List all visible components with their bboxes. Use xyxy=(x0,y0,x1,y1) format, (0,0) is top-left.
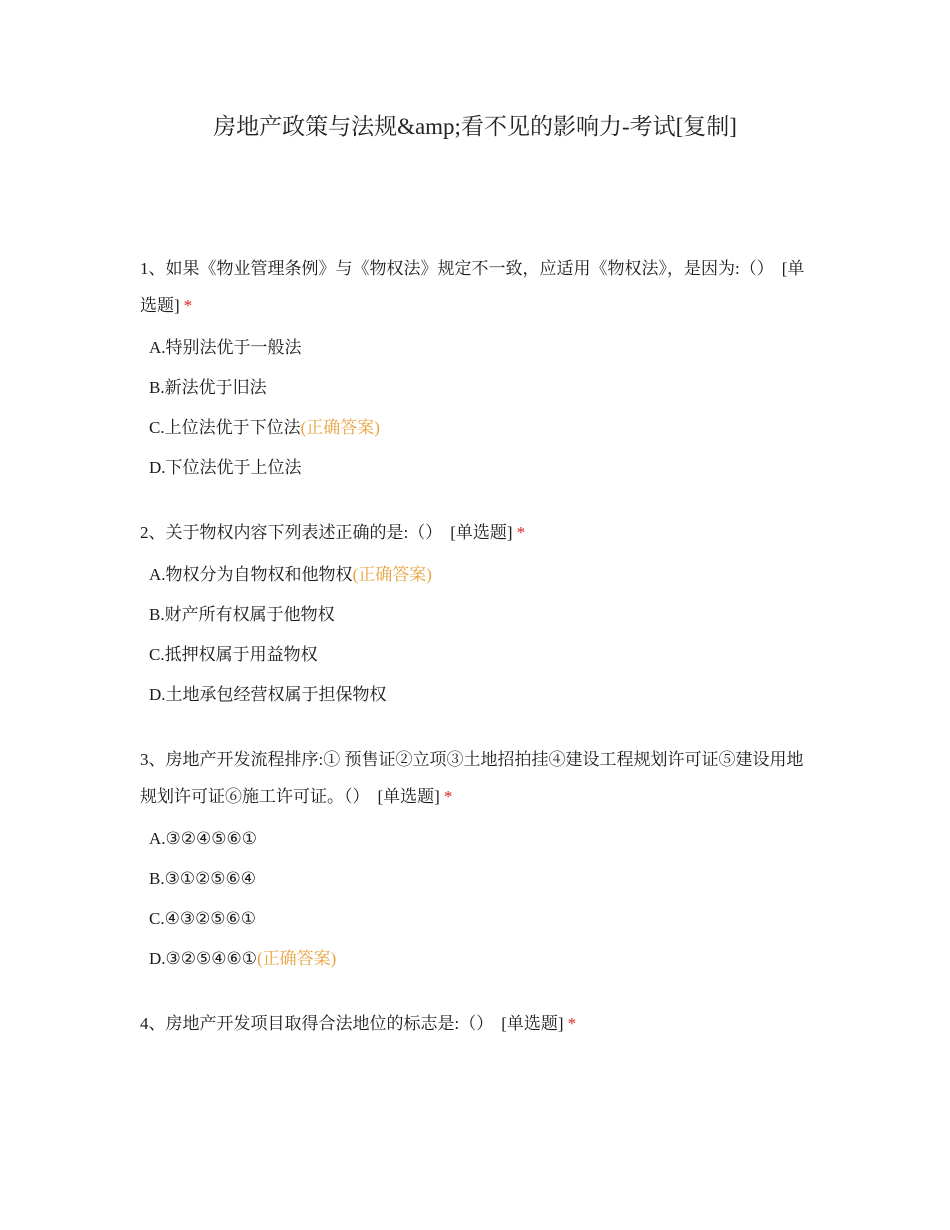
required-marker: * xyxy=(567,1014,577,1033)
option-b[interactable] xyxy=(140,595,820,635)
question-text xyxy=(140,250,820,324)
question-text xyxy=(140,1005,820,1042)
option-label: B.新法优于旧法 xyxy=(149,378,267,397)
question-text xyxy=(140,514,820,551)
option-label: A.物权分为自物权和他物权 xyxy=(149,565,353,584)
correct-answer-tag: (正确答案) xyxy=(352,565,432,584)
question-type-label: [单选题] xyxy=(501,1014,564,1033)
option-label: C.抵押权属于用益物权 xyxy=(149,645,318,664)
question-list xyxy=(140,250,820,1068)
question-1 xyxy=(140,250,820,488)
option-label: D.③②⑤④⑥① xyxy=(149,949,257,968)
question-prompt: 1、如果《物业管理条例》与《物权法》规定不一致，应适用《物权法》，是因为:（） xyxy=(140,259,774,278)
option-d[interactable] xyxy=(140,675,820,715)
question-type-label: [单选题] xyxy=(450,523,513,542)
option-d[interactable] xyxy=(140,448,820,488)
question-type-label: [单选题] xyxy=(377,787,440,806)
question-type-label: [单选题] xyxy=(140,259,805,315)
question-text xyxy=(140,741,820,815)
option-c[interactable] xyxy=(140,899,820,939)
required-marker: * xyxy=(516,523,526,542)
question-prompt: 3、房地产开发流程排序:① 预售证②立项③土地招拍挂④建设工程规划许可证⑤建设用地规划许可证⑥施工许可证。（） xyxy=(140,750,804,806)
question-2 xyxy=(140,514,820,715)
option-a[interactable] xyxy=(140,555,820,595)
option-label: B.财产所有权属于他物权 xyxy=(149,605,335,624)
option-label: B.③①②⑤⑥④ xyxy=(149,869,257,888)
correct-answer-tag: (正确答案) xyxy=(300,418,380,437)
question-prompt: 2、关于物权内容下列表述正确的是:（） xyxy=(140,523,443,542)
option-label: D.土地承包经营权属于担保物权 xyxy=(149,685,387,704)
required-marker: * xyxy=(183,296,193,315)
option-label: A.特别法优于一般法 xyxy=(149,338,302,357)
option-label: A.③②④⑤⑥① xyxy=(149,829,257,848)
question-4 xyxy=(140,1005,820,1042)
option-a[interactable] xyxy=(140,328,820,368)
option-label: C.上位法优于下位法 xyxy=(149,418,301,437)
option-c[interactable] xyxy=(140,408,820,448)
correct-answer-tag: (正确答案) xyxy=(256,949,337,968)
option-c[interactable] xyxy=(140,635,820,675)
option-b[interactable] xyxy=(140,859,820,899)
option-d[interactable] xyxy=(140,939,820,979)
option-label: D.下位法优于上位法 xyxy=(149,458,302,477)
option-a[interactable] xyxy=(140,819,820,859)
required-marker: * xyxy=(443,787,453,806)
option-label: C.④③②⑤⑥① xyxy=(149,909,257,928)
page-title: 房地产政策与法规&amp;看不见的影响力-考试[复制] xyxy=(213,114,737,139)
question-prompt: 4、房地产开发项目取得合法地位的标志是:（） xyxy=(140,1014,494,1033)
question-3 xyxy=(140,741,820,979)
option-b[interactable] xyxy=(140,368,820,408)
